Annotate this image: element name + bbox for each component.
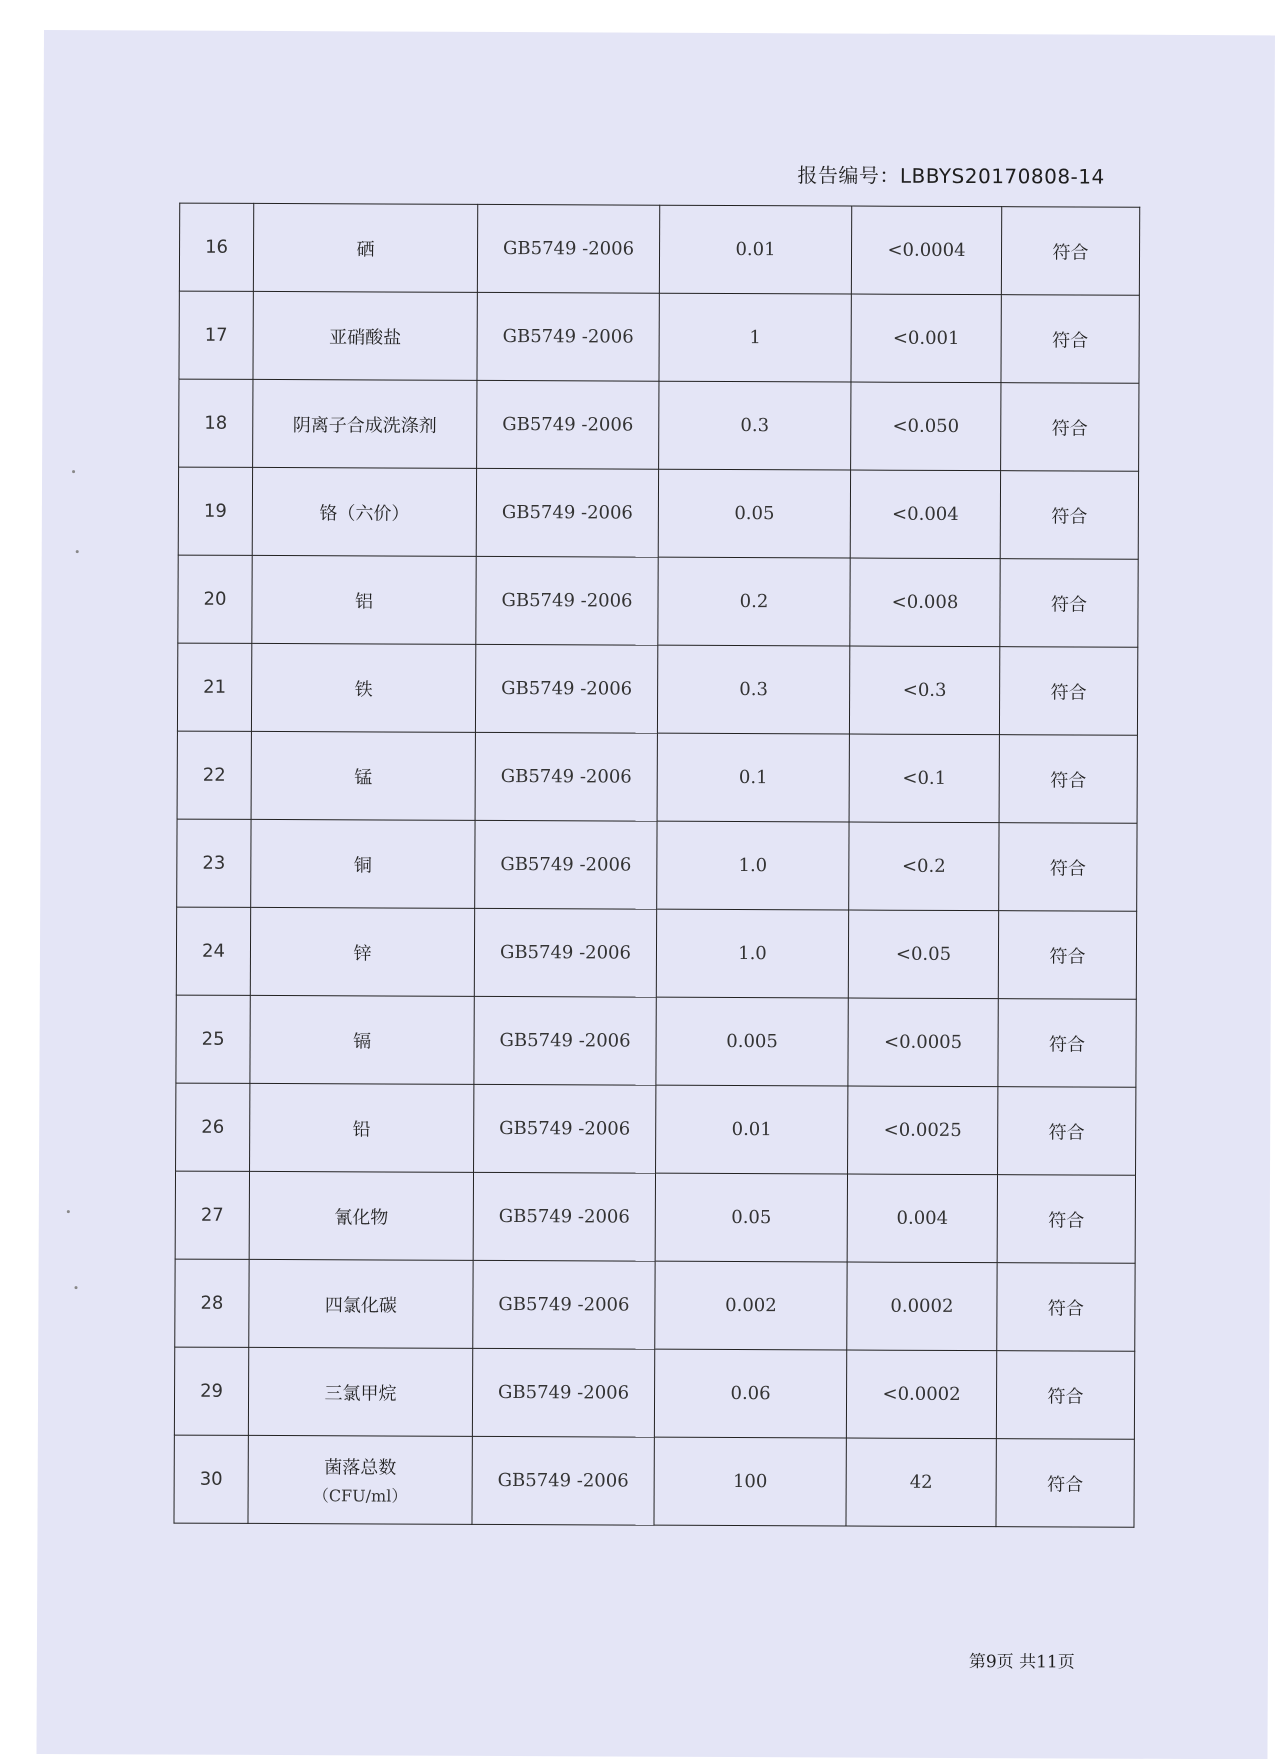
- test-item: 铜: [251, 819, 475, 908]
- table-row: [179, 203, 1139, 295]
- result-value: <0.0025: [848, 1086, 998, 1175]
- standard-code: GB5749 -2006: [474, 908, 656, 997]
- results-table: [173, 203, 1140, 1528]
- limit-value: 0.2: [658, 557, 850, 646]
- table-row: [177, 643, 1137, 735]
- test-item: [248, 1435, 472, 1524]
- verdict: 符合: [999, 735, 1137, 824]
- standard-code: GB5749 -2006: [476, 556, 658, 645]
- result-value: 0.0002: [847, 1262, 997, 1351]
- limit-value: 0.3: [657, 645, 849, 734]
- limit-value: 0.05: [655, 1173, 847, 1262]
- table-row: [177, 731, 1137, 823]
- row-number: 27: [175, 1171, 249, 1259]
- row-number: 20: [178, 555, 252, 643]
- verdict: 符合: [998, 999, 1136, 1088]
- standard-code: GB5749 -2006: [475, 644, 657, 733]
- test-item: 镉: [250, 995, 474, 1084]
- standard-code: GB5749 -2006: [473, 1172, 655, 1261]
- verdict: 符合: [998, 1087, 1136, 1176]
- table-row: [178, 555, 1138, 647]
- test-item: 四氯化碳: [249, 1259, 473, 1348]
- limit-value: 1.0: [656, 909, 848, 998]
- result-value: <0.004: [850, 470, 1000, 559]
- result-value: <0.0005: [848, 998, 998, 1087]
- row-number: 19: [178, 467, 252, 555]
- verdict: 符合: [1000, 471, 1138, 560]
- test-item: 铬（六价）: [252, 467, 476, 556]
- table-row: [175, 1259, 1135, 1351]
- standard-code: GB5749 -2006: [477, 380, 659, 469]
- test-item: 铅: [250, 1083, 474, 1172]
- row-number: 30: [174, 1435, 248, 1523]
- standard-code: GB5749 -2006: [475, 820, 657, 909]
- row-number: 29: [174, 1347, 248, 1435]
- test-item: 铁: [251, 643, 475, 732]
- row-number: 23: [177, 819, 251, 907]
- limit-value: 0.05: [658, 469, 850, 558]
- test-item: 锰: [251, 731, 475, 820]
- limit-value: 0.005: [656, 997, 848, 1086]
- test-item-unit: （CFU/ml）: [312, 1486, 408, 1506]
- standard-code: GB5749 -2006: [477, 292, 659, 381]
- verdict: 符合: [999, 823, 1137, 912]
- verdict: 符合: [996, 1351, 1134, 1440]
- result-value: <0.0002: [846, 1350, 996, 1439]
- row-number: 16: [179, 203, 253, 291]
- table-row: [176, 907, 1136, 999]
- test-item: 铝: [252, 555, 476, 644]
- results-table-body: [174, 203, 1140, 1527]
- table-row: [174, 1347, 1134, 1439]
- row-number: 17: [179, 291, 253, 379]
- test-item: 硒: [253, 203, 477, 292]
- result-value: <0.0004: [851, 206, 1001, 295]
- result-value: <0.1: [849, 734, 999, 823]
- scan-speck: [72, 470, 75, 473]
- result-value: <0.3: [849, 646, 999, 735]
- table-row: [176, 1083, 1136, 1175]
- verdict: 符合: [996, 1439, 1134, 1528]
- test-item: 三氯甲烷: [248, 1347, 472, 1436]
- report-number: 报告编号：LBBYS20170808-14: [797, 163, 1105, 189]
- verdict: 符合: [999, 647, 1137, 736]
- table-row: [175, 1171, 1135, 1263]
- standard-code: GB5749 -2006: [475, 732, 657, 821]
- test-item: 阴离子合成洗涤剂: [253, 379, 477, 468]
- verdict: 符合: [998, 911, 1136, 1000]
- table-row: [177, 819, 1137, 911]
- test-item-name: 菌落总数: [324, 1457, 397, 1479]
- standard-code: GB5749 -2006: [476, 468, 658, 557]
- result-value: 42: [846, 1438, 996, 1527]
- test-item: 氰化物: [249, 1171, 473, 1260]
- result-value: <0.008: [850, 558, 1000, 647]
- scan-speck: [75, 1286, 78, 1289]
- verdict: 符合: [1001, 295, 1139, 384]
- standard-code: GB5749 -2006: [472, 1436, 654, 1525]
- standard-code: GB5749 -2006: [477, 204, 659, 293]
- row-number: 25: [176, 995, 250, 1083]
- row-number: 22: [177, 731, 251, 819]
- limit-value: 0.01: [656, 1085, 848, 1174]
- verdict: 符合: [1000, 559, 1138, 648]
- result-value: 0.004: [847, 1174, 997, 1263]
- scan-speck: [67, 1210, 70, 1213]
- limit-value: 0.1: [657, 733, 849, 822]
- result-value: <0.2: [849, 822, 999, 911]
- result-value: <0.001: [851, 294, 1001, 383]
- table-row: [178, 467, 1138, 559]
- standard-code: GB5749 -2006: [472, 1348, 654, 1437]
- scanned-page: [36, 30, 1275, 1759]
- standard-code: GB5749 -2006: [474, 1084, 656, 1173]
- table-row: [174, 1435, 1134, 1527]
- table-row: [179, 291, 1139, 383]
- verdict: 符合: [997, 1263, 1135, 1352]
- row-number: 24: [176, 907, 250, 995]
- limit-value: 1.0: [657, 821, 849, 910]
- test-item: 锌: [250, 907, 474, 996]
- limit-value: 100: [654, 1437, 846, 1526]
- standard-code: GB5749 -2006: [474, 996, 656, 1085]
- limit-value: 0.3: [659, 381, 851, 470]
- verdict: 符合: [1001, 383, 1139, 472]
- table-row: [176, 995, 1136, 1087]
- verdict: 符合: [997, 1175, 1135, 1264]
- limit-value: 0.002: [655, 1261, 847, 1350]
- standard-code: GB5749 -2006: [473, 1260, 655, 1349]
- limit-value: 1: [659, 293, 851, 382]
- page-number: 第9页 共11页: [968, 1652, 1075, 1673]
- row-number: 26: [176, 1083, 250, 1171]
- row-number: 18: [179, 379, 253, 467]
- row-number: 21: [177, 643, 251, 731]
- row-number: 28: [175, 1259, 249, 1347]
- test-item: 亚硝酸盐: [253, 291, 477, 380]
- result-value: <0.050: [851, 382, 1001, 471]
- verdict: 符合: [1001, 207, 1139, 296]
- table-row: [179, 379, 1139, 471]
- limit-value: 0.01: [659, 205, 851, 294]
- result-value: <0.05: [848, 910, 998, 999]
- limit-value: 0.06: [654, 1349, 846, 1438]
- scan-speck: [76, 550, 79, 553]
